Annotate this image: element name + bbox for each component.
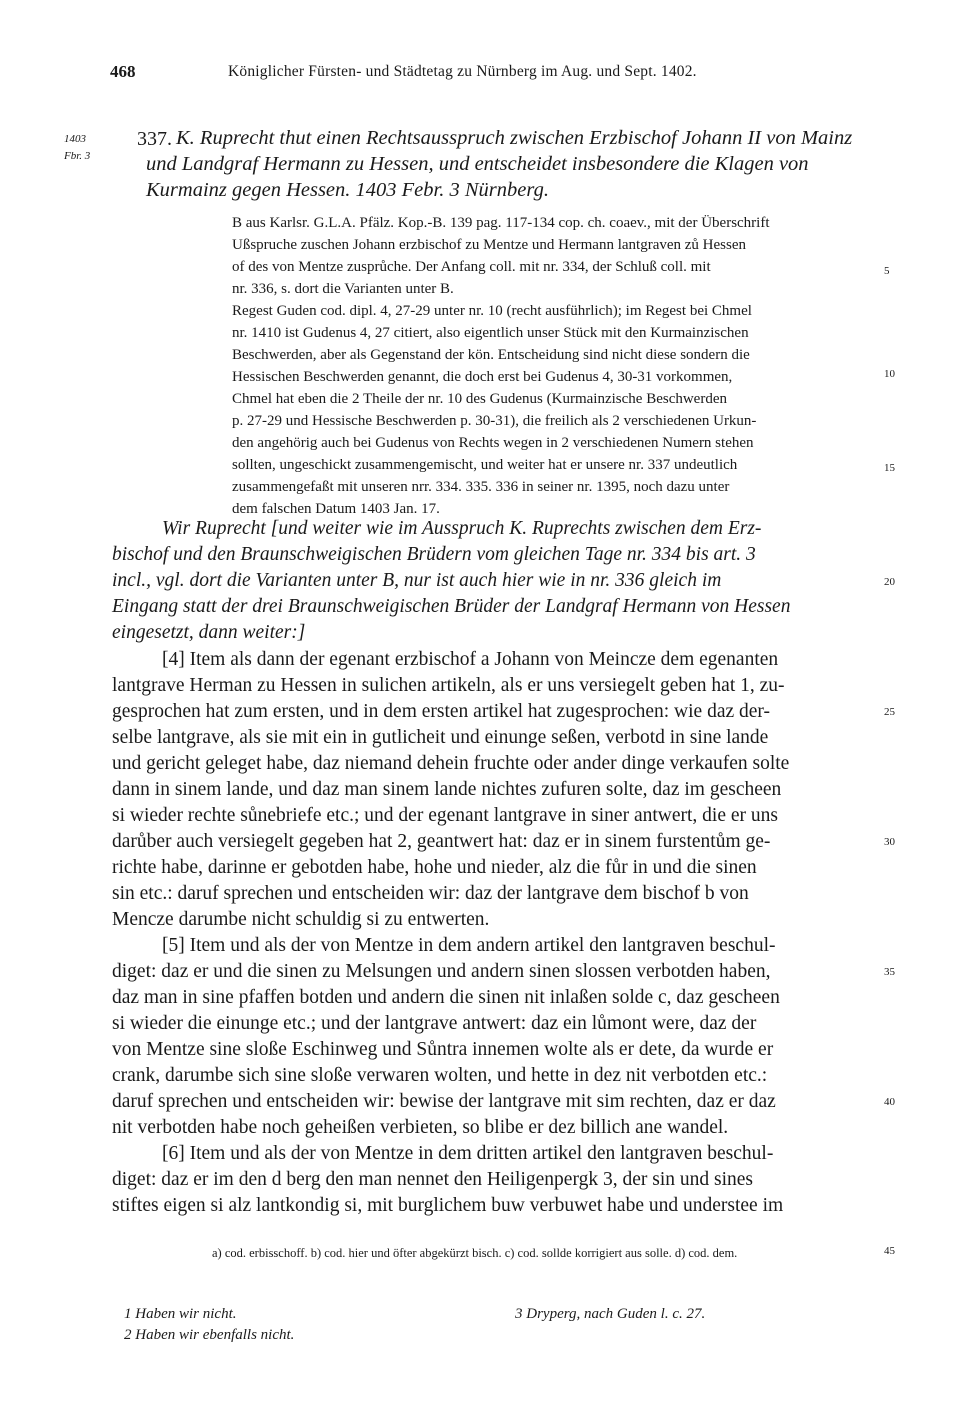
body-line: gesprochen hat zum ersten, und in dem ersten artikel hat zugesprochen: wie daz der- xyxy=(112,701,771,722)
body-line: Wir Ruprecht [und weiter wie im Ausspruch K. Ruprechts zwischen dem Erz- xyxy=(162,518,762,539)
apparatus-line: Hessischen Beschwerden genannt, die doch erst bei Gudenus 4, 30-31 vorkommen, xyxy=(232,369,733,385)
variant-footnotes: a) cod. erbisschoff. b) cod. hier und öfter abgekürzt bisch. c) cod. sollde korrigiert aus solle. d) cod. dem. xyxy=(212,1246,738,1260)
body-line: darůber auch versiegelt gegeben hat 2, geantwert hat: daz er in sinem furstentům ge- xyxy=(112,831,771,852)
footnote: 1 Haben wir nicht. xyxy=(124,1306,237,1322)
body-line: crank, darumbe sich sine sloße verwaren wolten, und hette in dez nit verbotden etc.: xyxy=(112,1065,768,1086)
apparatus-line: nr. 336, s. dort die Varianten unter B. xyxy=(232,281,454,297)
apparatus-line: den angehörig auch bei Gudenus von Rechts wegen in 2 verschiedenen Numern stehen xyxy=(232,435,754,451)
line-number: 20 xyxy=(884,576,895,588)
body-line: eingesetzt, dann weiter:] xyxy=(112,622,306,643)
heading-line: K. Ruprecht thut einen Rechtsausspruch zwischen Erzbischof Johann II von Mainz xyxy=(176,127,853,149)
margin-date: Fbr. 3 xyxy=(64,150,91,162)
body-line: si wieder rechte sůnebriefe etc.; und der egenant lantgrave in siner antwert, die er uns xyxy=(112,805,778,826)
margin-year: 1403 xyxy=(64,133,86,145)
heading-line: und Landgraf Hermann zu Hessen, und entscheidet insbesondere die Klagen von xyxy=(146,153,809,175)
body-line: selbe lantgrave, als sie mit ein in gutlicheit und einunge seßen, verbotd in sine lande xyxy=(112,727,769,748)
page-number: 468 xyxy=(110,62,136,81)
line-number: 40 xyxy=(884,1096,895,1108)
body-line: diget: daz er und die sinen zu Melsungen und andern sinen slossen verbotden haben, xyxy=(112,961,771,982)
body-line: bischof und den Braunschweigischen Brüdern vom gleichen Tage nr. 334 bis art. 3 xyxy=(112,544,756,565)
line-number: 30 xyxy=(884,836,895,848)
document-number: 337. xyxy=(137,128,172,150)
apparatus-line: Beschwerden, aber als Gegenstand der kön. Entscheidung sind nicht diese sondern die xyxy=(232,347,750,363)
apparatus-line: Ußspruche zuschen Johann erzbischof zu Mentze und Hermann lantgraven zů Hessen xyxy=(232,237,746,253)
apparatus-line: Regest Guden cod. dipl. 4, 27-29 unter nr. 10 (recht ausführlich); im Regest bei Chmel xyxy=(232,303,752,319)
apparatus-line: dem falschen Datum 1403 Jan. 17. xyxy=(232,501,440,517)
body-line: si wieder die einunge etc.; und der lantgrave antwert: daz ein lůmont were, daz der xyxy=(112,1013,757,1034)
body-line: Eingang statt der drei Braunschweigischen Brüder der Landgraf Hermann von Hessen xyxy=(112,596,791,617)
body-line: und gericht geleget habe, daz niemand dehein fruchte oder ander dinge verkaufen solte xyxy=(112,753,790,774)
footnote: 2 Haben wir ebenfalls nicht. xyxy=(124,1327,295,1343)
body-line: [6] Item und als der von Mentze in dem dritten artikel den lantgraven beschul- xyxy=(162,1143,774,1164)
line-number: 15 xyxy=(884,462,895,474)
body-line: diget: daz er im den d berg den man nennet den Heiligenpergk 3, der sin und sines xyxy=(112,1169,753,1190)
footnote: 3 Dryperg, nach Guden l. c. 27. xyxy=(515,1306,706,1322)
line-number: 35 xyxy=(884,966,895,978)
line-number: 5 xyxy=(884,265,890,277)
body-line: [4] Item als dann der egenant erzbischof a Johann von Meincze dem egenanten xyxy=(162,649,779,670)
apparatus-line: B aus Karlsr. G.L.A. Pfälz. Kop.-B. 139 pag. 117-134 cop. ch. coaev., mit der Überschrift xyxy=(232,215,770,231)
body-line: daz man in sine pfaffen botden und andern die sinen nit inlaßen solde c, daz gescheen xyxy=(112,987,780,1008)
heading-line: Kurmainz gegen Hessen. 1403 Febr. 3 Nürnberg. xyxy=(146,179,549,201)
body-line: nit verbotden habe noch geheißen verbieten, so blibe er dez billich ane wandel. xyxy=(112,1117,729,1138)
body-line: von Mentze sine sloße Eschinweg und Sůntra innemen wolte als er dete, da wurde er xyxy=(112,1039,774,1060)
line-number: 25 xyxy=(884,706,895,718)
body-line: daruf sprechen und entscheiden wir: bewise der lantgrave mit sim rechten, daz er daz xyxy=(112,1091,776,1112)
line-number: 45 xyxy=(884,1245,895,1257)
apparatus-line: Chmel hat eben die 2 Theile der nr. 10 des Gudenus (Kurmainzische Beschwerden xyxy=(232,391,727,407)
apparatus-line: p. 27-29 und Hessische Beschwerden p. 30-31), die freilich als 2 verschiedenen Urkun- xyxy=(232,413,757,429)
body-line: lantgrave Herman zu Hessen in sulichen artikeln, als er uns versiegelt geben hat 1, zu- xyxy=(112,675,785,696)
body-line: stiftes eigen si alz lantkondig si, mit burglichem buw verbuwet habe und understee im xyxy=(112,1195,784,1216)
body-line: sin etc.: daruf sprechen und entscheiden wir: daz der lantgrave dem bischof b von xyxy=(112,883,749,904)
apparatus-line: zusammengefaßt mit unseren nrr. 334. 335. 336 in seiner nr. 1395, noch dazu unter xyxy=(232,479,730,495)
body-line: dann in sinem lande, und daz man sinem lande nichtes zufuren solte, daz im gescheen xyxy=(112,779,782,800)
body-line: incl., vgl. dort die Varianten unter B, nur ist auch hier wie in nr. 336 gleich im xyxy=(112,570,722,591)
running-head: Königlicher Fürsten- und Städtetag zu Nürnberg im Aug. und Sept. 1402. xyxy=(228,63,697,80)
apparatus-line: sollten, ungeschickt zusammengemischt, und weiter hat er unsere nr. 337 undeutlich xyxy=(232,457,738,473)
line-number: 10 xyxy=(884,368,895,380)
apparatus-line: of des von Mentze zusprůche. Der Anfang coll. mit nr. 334, der Schluß coll. mit xyxy=(232,259,711,275)
body-line: [5] Item und als der von Mentze in dem andern artikel den lantgraven beschul- xyxy=(162,935,776,956)
body-line: Mencze darumbe nicht schuldig si zu entwerten. xyxy=(112,909,490,930)
body-line: richte habe, darinne er gebotden habe, hohe und nieder, alz die fůr in und die sinen xyxy=(112,857,757,878)
apparatus-line: nr. 1410 ist Gudenus 4, 27 citiert, also eigentlich unser Stück mit den Kurmainzischen xyxy=(232,325,749,341)
